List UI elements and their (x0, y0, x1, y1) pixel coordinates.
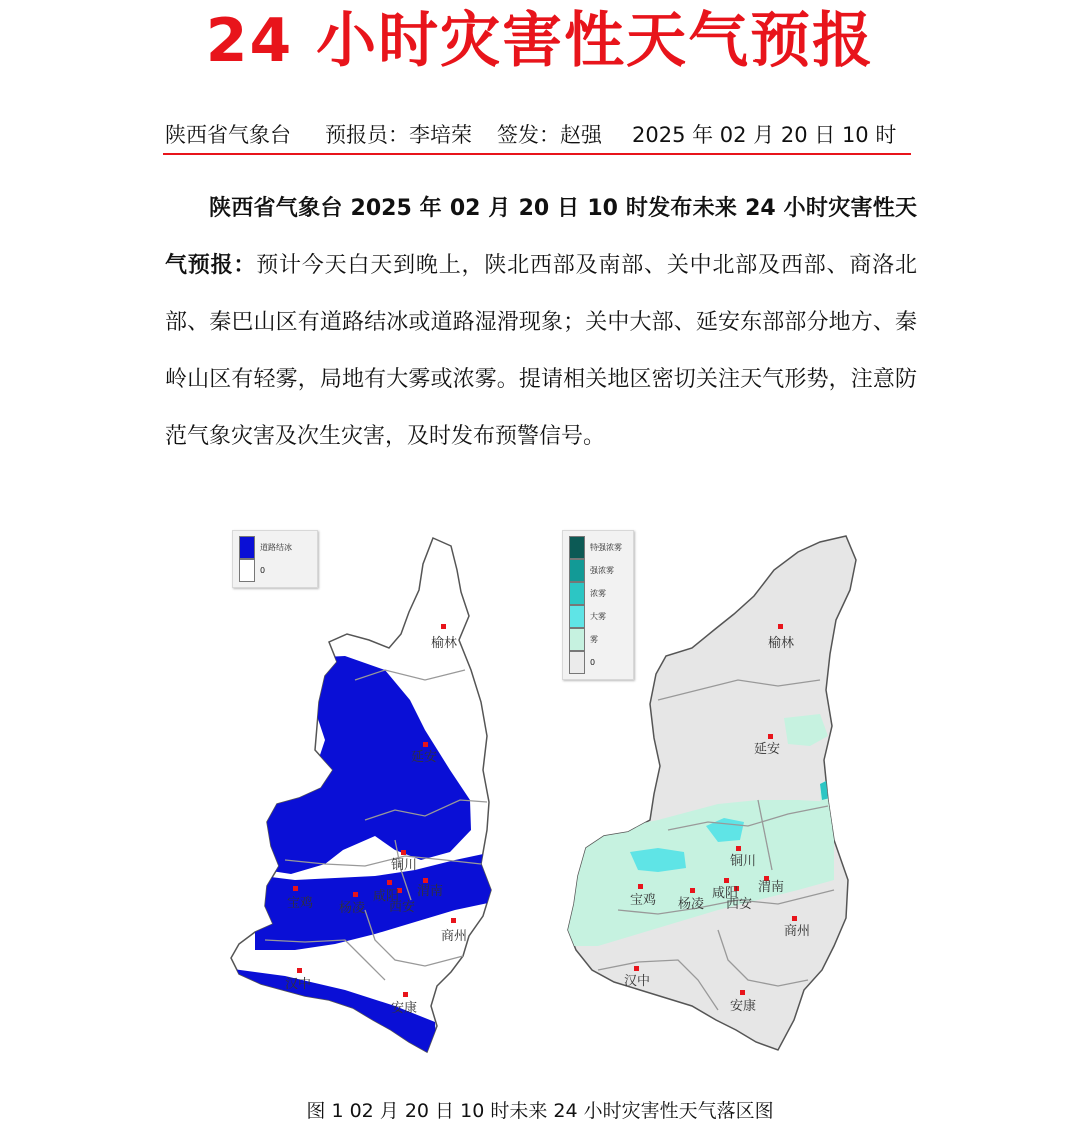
signer-label: 签发：赵强 (497, 123, 602, 147)
legend-swatch (569, 605, 585, 628)
figure-caption: 图 1 02 月 20 日 10 时未来 24 小时灾害性天气落区图 (306, 1100, 774, 1122)
report-title: 24 小时灾害性天气预报 (205, 6, 875, 76)
city-label: 杨凌 (678, 897, 705, 912)
forecast-lead: 陕西省气象台 2025 年 02 月 20 日 10 时发布未来 24 小时灾害性天气预报： (165, 196, 917, 278)
forecast-text: 预计今天白天到晚上，陕北西部及南部、关中北部及西部、商洛北部、秦巴山区有道路结冰或道路湿滑现象；关中大部、延安东部部分地方、秦岭山区有轻雾，局地有大雾或浓雾。提请相关地区密切关注天气形势，注意防范气象灾害及次生灾害，及时发布预警信号。 (165, 253, 917, 449)
city-label: 安康 (391, 1001, 418, 1016)
legend-item (569, 605, 627, 628)
fog-map (558, 530, 863, 1065)
city-label: 宝鸡 (630, 893, 657, 908)
legend-swatch (239, 559, 255, 582)
legend-label: 0 (260, 566, 266, 575)
issuer-label: 陕西省气象台 (165, 123, 291, 147)
legend-label: 0 (590, 658, 596, 667)
city-label: 渭南 (758, 880, 785, 895)
icing-legend (232, 530, 318, 588)
legend-item (239, 536, 311, 559)
icing-map (225, 530, 500, 1065)
issued-time: 2025 年 02 月 20 日 10 时 (632, 123, 897, 147)
legend-item (569, 582, 627, 605)
city-label: 安康 (730, 999, 757, 1014)
city-label: 渭南 (417, 884, 444, 899)
city-label: 汉中 (624, 974, 651, 989)
city-label: 西安 (389, 900, 416, 915)
forecaster-label: 预报员：李培荣 (325, 123, 472, 147)
header-divider (163, 153, 911, 155)
legend-swatch (569, 536, 585, 559)
city-label: 杨凌 (339, 901, 366, 916)
city-label: 咸阳 (712, 886, 739, 901)
city-label: 榆林 (768, 636, 795, 651)
city-label: 铜川 (730, 854, 757, 869)
icing-map-canvas (225, 530, 500, 1065)
forecast-paragraph (165, 180, 917, 465)
city-label: 延安 (754, 742, 781, 757)
city-label: 汉中 (285, 977, 312, 992)
city-label: 延安 (411, 750, 438, 765)
city-label: 咸阳 (373, 889, 400, 904)
city-label: 商州 (784, 924, 811, 939)
legend-label: 浓雾 (590, 589, 606, 598)
legend-label: 大雾 (590, 612, 606, 621)
legend-label: 强浓雾 (590, 566, 614, 575)
legend-swatch (569, 582, 585, 605)
report-meta (165, 118, 910, 154)
city-label: 西安 (726, 897, 753, 912)
fog-legend (562, 530, 634, 680)
legend-label: 道路结冰 (260, 543, 292, 552)
legend-swatch (569, 559, 585, 582)
city-label: 宝鸡 (287, 896, 314, 911)
legend-swatch (239, 536, 255, 559)
legend-swatch (569, 651, 585, 674)
legend-item (239, 559, 311, 582)
legend-item (569, 651, 627, 674)
legend-label: 特强浓雾 (590, 543, 622, 552)
legend-swatch (569, 628, 585, 651)
city-label: 榆林 (431, 636, 458, 651)
city-label: 商州 (441, 929, 468, 944)
legend-label: 雾 (590, 635, 598, 644)
legend-item (569, 559, 627, 582)
legend-item (569, 536, 627, 559)
legend-item (569, 628, 627, 651)
city-label: 铜川 (391, 858, 418, 873)
